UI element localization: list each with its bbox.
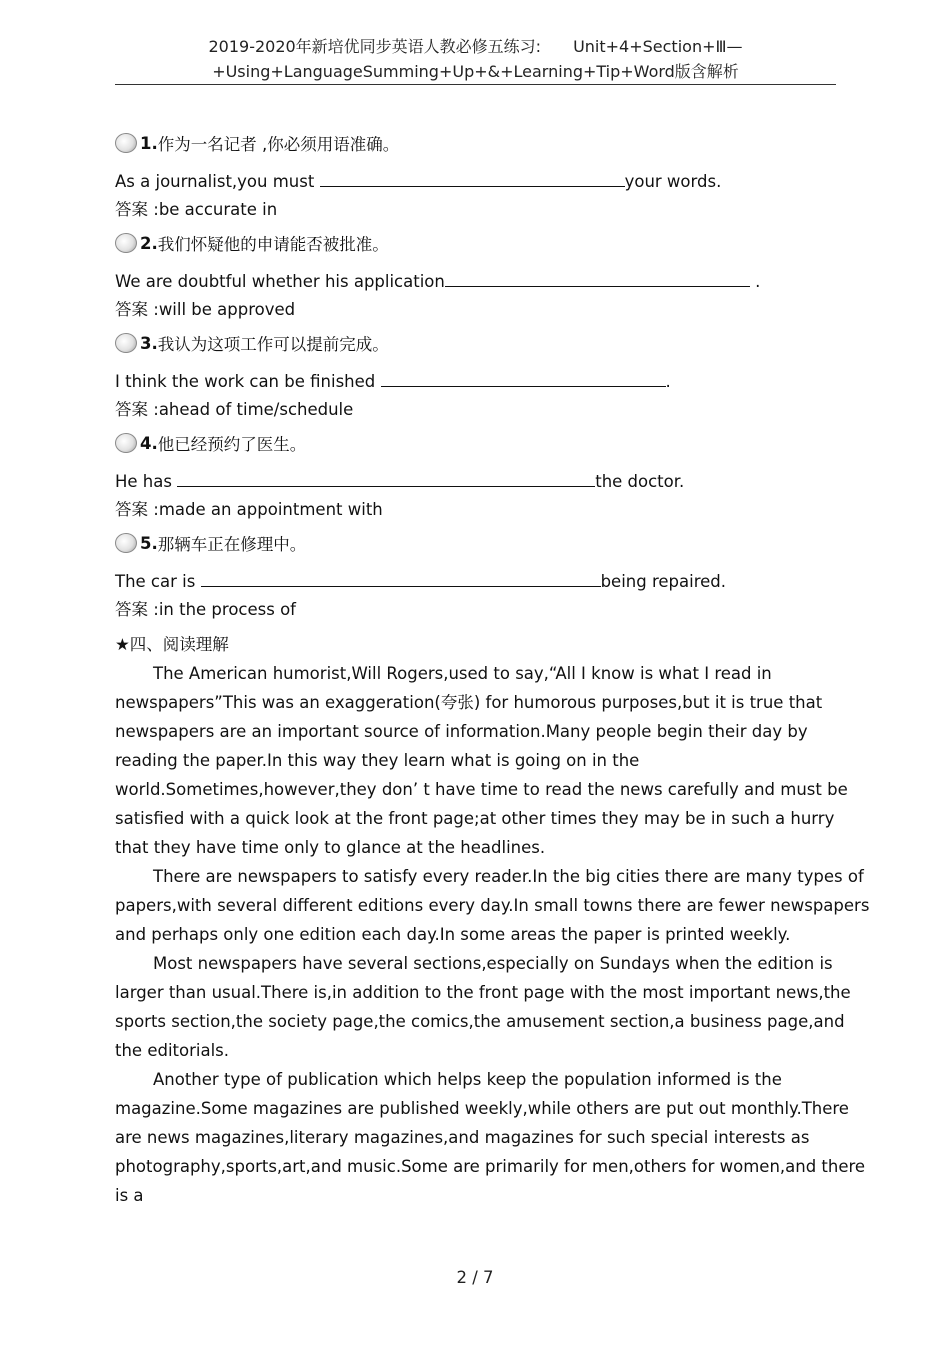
question-sentence [115,468,870,496]
answer-text: in the process of [158,600,296,619]
answer-text: ahead of time/schedule [158,400,354,419]
question-number: 2. [140,233,158,253]
circle-bullet-icon [115,233,137,253]
answer-line [115,396,870,424]
answer-blank [381,368,666,387]
answer-line [115,296,870,324]
answer-label: 答案 : [115,200,159,219]
question-heading [115,430,870,456]
answer-label: 答案 : [115,400,159,419]
page-number: 2 / 7 [456,1268,494,1287]
answer-blank [201,568,601,587]
sentence-start: We are doubtful whether his application [115,272,445,291]
answer-label: 答案 : [115,300,159,319]
question-sentence [115,268,870,296]
question-number: 5. [140,533,158,553]
passage-paragraph-1: The American humorist,Will Rogers,used to say,“All I know is what I read in newspapers”This was an exaggeration(夸张) for humorous purposes,but it is true that newspapers are an important source of information.Many people begin their day by reading the paper.In this way they learn what is going on in the world.Sometimes,however,they don’ t have time to read the news carefully and must be satisfied with a quick look at the front page;at other times they may be in such a hurry that they have time only to glance at the headlines. [115,664,848,857]
circle-bullet-icon [115,533,137,553]
question-4 [115,430,870,524]
question-number: 3. [140,333,158,353]
answer-blank [177,468,595,487]
passage-paragraph-3: Most newspapers have several sections,especially on Sundays when the edition is larger than usual.There is,in addition to the front page with the most important news,the sports section,the society page,the comics,the amusement section,a business page,and the editorials. [115,954,851,1060]
answer-text: be accurate in [158,200,278,219]
answer-blank [320,168,625,187]
question-heading [115,330,870,356]
sentence-start: I think the work can be finished [115,372,381,391]
question-chinese: 我们怀疑他的申请能否被批准。 [157,235,389,254]
question-heading [115,530,870,556]
sentence-end: the doctor. [595,472,685,491]
answer-line [115,596,870,624]
sentence-end: . [665,372,671,391]
answer-label: 答案 : [115,600,159,619]
section-title: ★四、阅读理解 [115,635,229,654]
question-number: 1. [140,133,158,153]
sentence-start: He has [115,472,178,491]
page-header [115,34,836,84]
question-3 [115,330,870,424]
question-heading [115,130,870,156]
question-sentence [115,168,870,196]
sentence-start: The car is [115,572,201,591]
answer-label: 答案 : [115,500,159,519]
question-sentence [115,368,870,396]
circle-bullet-icon [115,133,137,153]
sentence-end: your words. [624,172,722,191]
sentence-start: As a journalist,you must [115,172,320,191]
question-number: 4. [140,433,158,453]
question-2 [115,230,870,324]
question-chinese: 他已经预约了医生。 [157,435,307,454]
header-line-1: 2019-2020年新培优同步英语人教必修五练习: Unit+4+Section+Ⅲ— [208,37,743,56]
answer-line [115,496,870,524]
question-chinese: 那辆车正在修理中。 [157,535,307,554]
question-heading [115,230,870,256]
question-1 [115,130,870,224]
question-chinese: 作为一名记者 ,你必须用语准确。 [157,135,400,154]
passage-paragraph-4: Another type of publication which helps keep the population informed is the magazine.Some magazines are published weekly,while others are put out monthly.There are news magazines,literary magazines,and magazines for such special interests as photography,sports,art,and music.Some are primarily for men,others for women,and there is a [115,1070,866,1205]
header-line-2: +Using+LanguageSumming+Up+&+Learning+Tip+Word版含解析 [212,62,739,81]
document-body [115,130,870,1210]
answer-line [115,196,870,224]
question-5 [115,530,870,624]
answer-text: made an appointment with [158,500,383,519]
sentence-end: being repaired. [600,572,726,591]
question-chinese: 我认为这项工作可以提前完成。 [157,335,389,354]
sentence-end: . [749,272,761,291]
answer-text: will be approved [158,300,296,319]
passage-paragraph-2: There are newspapers to satisfy every reader.In the big cities there are many types of papers,with several different editions every day.In small towns there are fewer newspapers and perhaps only one edition each day.In some areas the paper is printed weekly. [115,867,870,944]
circle-bullet-icon [115,333,137,353]
circle-bullet-icon [115,433,137,453]
answer-blank [445,268,750,287]
header-divider [115,84,836,85]
question-sentence [115,568,870,596]
